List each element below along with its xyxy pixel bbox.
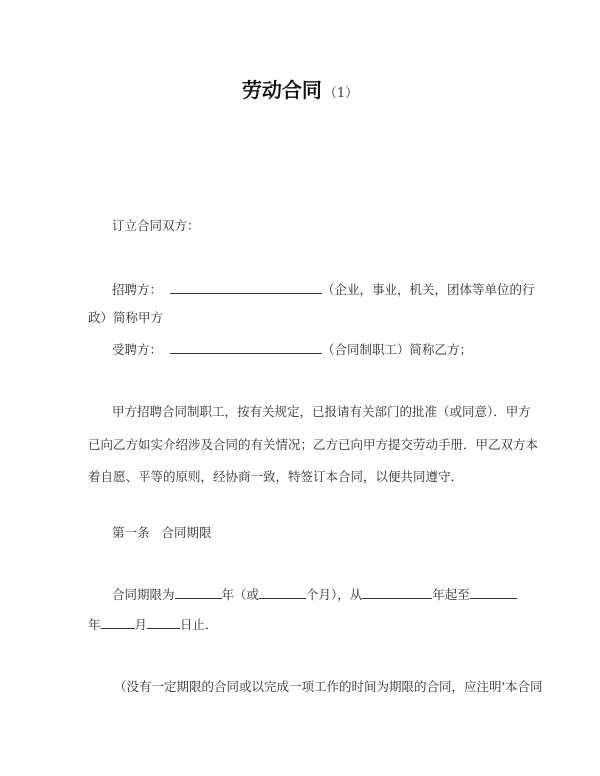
term-prefix: 合同期限为 [112, 587, 175, 602]
term-years-field[interactable] [175, 585, 222, 599]
term-line2 [88, 615, 218, 634]
term-line1 [112, 585, 517, 604]
employee-name-field[interactable] [170, 340, 322, 354]
term-note-line1: （没有一定期限的合同或以完成一项工作的时间为期限的合同，应注明'本合同 [114, 679, 543, 694]
end-day-field[interactable] [147, 615, 180, 629]
article1-title: 合同期限 [161, 525, 212, 540]
day-end-label: 日止． [180, 617, 218, 632]
article1-number: 第一条 [112, 525, 150, 540]
employee-line [112, 340, 472, 359]
parties-heading: 订立合同双方： [112, 218, 200, 233]
document-title [0, 74, 600, 103]
month-label: 月 [134, 617, 148, 632]
months-unit: 个月），从 [306, 587, 363, 602]
year-label: 年 [88, 617, 101, 632]
term-months-field[interactable] [259, 585, 306, 599]
start-year-field[interactable] [362, 585, 432, 599]
end-year-field[interactable] [470, 585, 517, 599]
title-text: 劳动合同 [241, 78, 322, 102]
preamble-line3: 着自愿、平等的原则，经协商一致，特签订本合同，以便共同遵守． [88, 469, 464, 484]
preamble-line1: 甲方招聘合同制职工，按有关规定，已报请有关部门的批准（或同意）．甲方 [112, 404, 531, 419]
employer-note-line2: 政）简称甲方 [88, 310, 164, 325]
employer-line [112, 280, 535, 299]
title-suffix: （1） [323, 86, 359, 101]
end-month-field[interactable] [101, 615, 135, 629]
employee-label: 受聘方： [112, 342, 163, 357]
employer-label: 招聘方： [112, 282, 163, 297]
preamble-line2: 已向乙方如实介绍涉及合同的有关情况；乙方已向甲方提交劳动手册．甲乙双方本 [88, 437, 539, 452]
employee-note: （合同制职工）简称乙方； [322, 342, 473, 357]
years-unit: 年（或 [221, 587, 260, 602]
employer-name-field[interactable] [170, 280, 322, 294]
employer-note-line1: （企业，事业，机关，团体等单位的行 [322, 282, 535, 297]
article1-heading [112, 524, 212, 542]
start-suffix: 年起至 [432, 587, 470, 602]
